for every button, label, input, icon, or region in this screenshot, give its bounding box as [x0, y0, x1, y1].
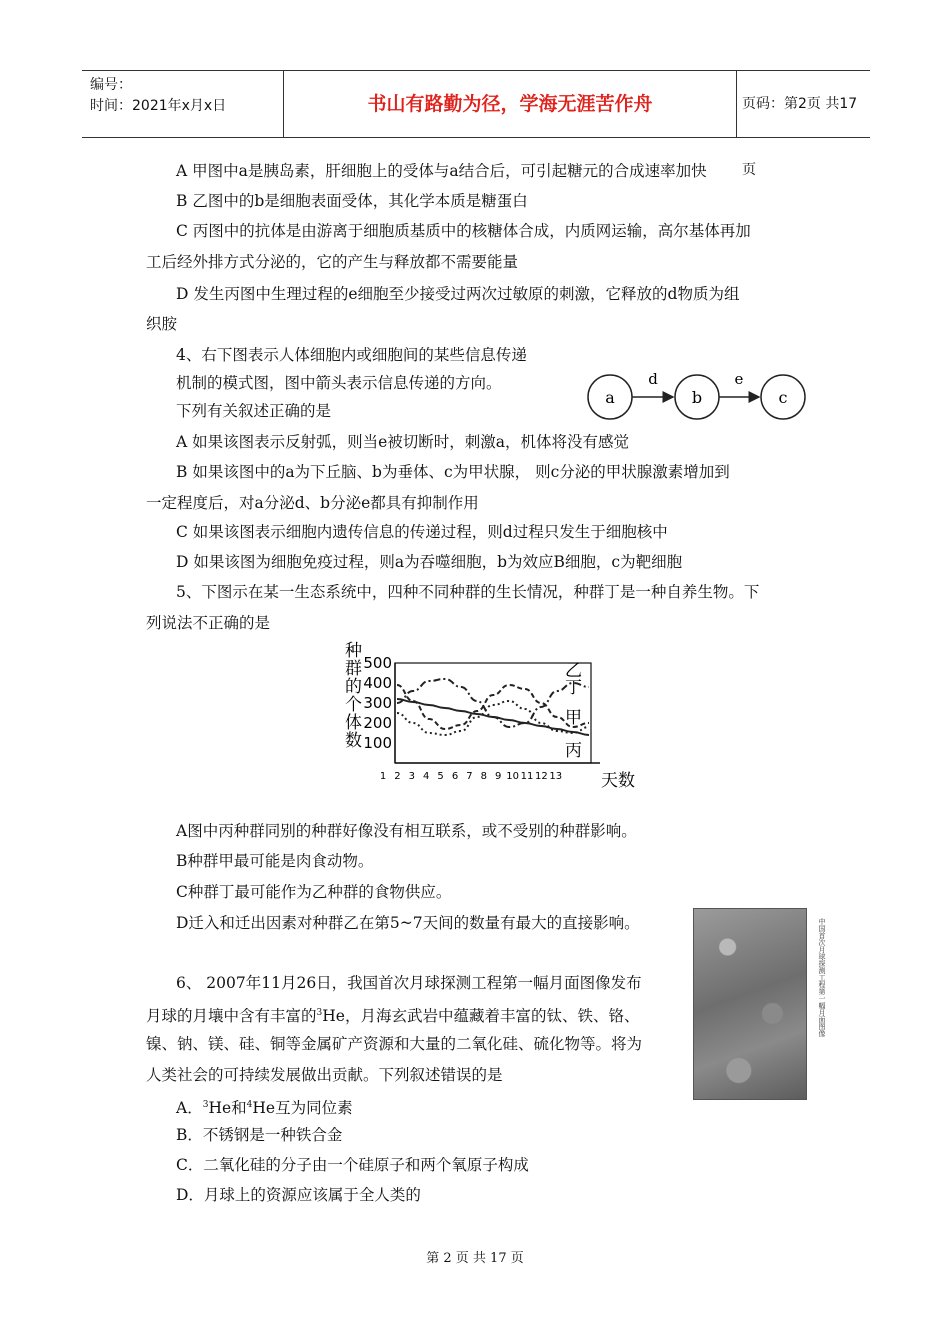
node-c-label: c	[778, 388, 788, 407]
number-label: 编号：	[90, 77, 132, 93]
node-b-label: b	[691, 388, 703, 407]
q4-option-d: D 如果该图为细胞免疫过程，则a为吞噬细胞，b为效应B细胞，c为靶细胞	[176, 553, 683, 571]
signal-diagram	[585, 360, 810, 435]
q4-option-c: C 如果该图表示细胞内遗传信息的传递过程，则d过程只发生于细胞核中	[176, 523, 668, 541]
y-axis-title-char: 的	[345, 677, 362, 697]
y-tick-label: 200	[363, 714, 392, 732]
moon-image-caption: 中国首次月球探测工程第一幅月面图像	[818, 918, 826, 1037]
y-axis-title-char: 群	[345, 659, 362, 679]
y-ticks	[363, 654, 392, 752]
series-line-丁	[397, 679, 589, 727]
x-tick-label: 6	[451, 771, 459, 782]
page-info: 页码：第2页 共17页	[742, 96, 858, 178]
q4-option-a: A 如果该图表示反射弧，则当e被切断时，刺激a，机体将没有感觉	[176, 433, 630, 451]
series-label: 丁	[565, 678, 582, 698]
q6-option-a-post: He互为同位素	[252, 1099, 353, 1118]
q6-option-a-mid: He和	[208, 1099, 247, 1118]
x-ticks	[380, 771, 562, 782]
motto: 书山有路勤为径，学海无涯苦作舟	[283, 71, 737, 137]
q4-option-b-line2: 一定程度后，对a分泌d、b分泌e都具有抑制作用	[146, 494, 479, 512]
plot-frame	[395, 663, 591, 763]
y-axis-title-char: 数	[345, 731, 362, 751]
q6-option-c: C．二氧化硅的分子由一个硅原子和两个氧原子构成	[176, 1156, 529, 1174]
q5-option-b: B种群甲最可能是肉食动物。	[176, 852, 374, 870]
y-axis-title-char: 体	[345, 713, 362, 733]
q6-option-b: B．不锈钢是一种铁合金	[176, 1126, 343, 1144]
x-tick-label: 9	[495, 771, 502, 782]
x-tick-label: 5	[437, 771, 444, 782]
x-tick-label: 10	[506, 771, 519, 782]
q3-option-d-line1: D 发生丙图中生理过程的e细胞至少接受过两次过敏原的刺激，它释放的d物质为组	[176, 285, 740, 303]
header-left	[90, 75, 280, 117]
arrow-d-label: d	[648, 370, 658, 388]
y-tick-label: 400	[363, 674, 392, 692]
node-a-label: a	[605, 388, 615, 407]
y-tick-label: 300	[363, 694, 392, 712]
q4-stem-line1: 4、右下图表示人体细胞内或细胞间的某些信息传递	[176, 346, 527, 364]
series-group	[397, 679, 589, 735]
q3-option-c-line1: C 丙图中的抗体是由游离于细胞质基质中的核糖体合成，内质网运输，高尔基体再加	[176, 222, 751, 240]
y-axis-title-char: 种	[345, 641, 362, 661]
y-tick-label: 500	[363, 654, 392, 672]
series-labels	[565, 661, 582, 761]
q6-stem-line2-pre: 月球的月壤中含有丰富的	[146, 1007, 317, 1026]
q5-option-c: C种群丁最可能作为乙种群的食物供应。	[176, 883, 452, 901]
q6-stem-line3: 镍、钠、镁、硅、铜等金属矿产资源和大量的二氧化硅、硫化物等。将为	[146, 1035, 643, 1053]
q6-option-a	[176, 1094, 353, 1119]
x-tick-label: 3	[408, 771, 415, 782]
q5-stem-line2: 列说法不正确的是	[146, 614, 271, 632]
q6-option-a-sup1: 3	[202, 1100, 209, 1110]
q4-stem-line2: 机制的模式图，图中箭头表示信息传递的方向。	[176, 374, 502, 392]
q4-option-b-line1: B 如果该图中的a为下丘脑、b为垂体、c为甲状腺， 则c分泌的甲状腺激素增加到	[176, 463, 730, 481]
moon-surface-image	[693, 908, 807, 1100]
q6-mass-number: 3	[316, 1008, 323, 1018]
x-tick-label: 8	[480, 771, 487, 782]
y-axis-title-char: 个	[345, 695, 362, 715]
x-axis-title: 天数	[601, 771, 635, 791]
q3-option-b: B 乙图中的b是细胞表面受体，其化学本质是糖蛋白	[176, 192, 528, 210]
q3-option-c-line2: 工后经外排方式分泌的，它的产生与释放都不需要能量	[146, 253, 519, 271]
x-tick-label: 1	[379, 771, 387, 782]
x-tick-label: 4	[423, 771, 430, 782]
x-tick-label: 11	[520, 771, 534, 782]
q3-option-a: A 甲图中a是胰岛素，肝细胞上的受体与a结合后，可引起糖元的合成速率加快	[176, 162, 707, 180]
q4-stem-line3: 下列有关叙述正确的是	[176, 402, 332, 420]
x-tick-label: 13	[549, 771, 563, 782]
q6-option-a-sup2: 4	[246, 1100, 253, 1110]
y-tick-label: 100	[363, 734, 392, 752]
series-label: 乙	[565, 661, 582, 681]
series-line-乙	[397, 685, 589, 729]
q3-option-d-line2: 织胺	[146, 315, 178, 333]
x-tick-label: 12	[535, 771, 548, 782]
arrow-e-label: e	[734, 370, 744, 388]
series-label: 丙	[565, 741, 582, 761]
q5-option-a: A图中丙种群同别的种群好像没有相互联系，或不受别的种群影响。	[176, 822, 637, 840]
population-chart	[335, 638, 645, 798]
q6-option-a-pre: A．	[176, 1099, 203, 1118]
q5-option-d: D迁入和迁出因素对种群乙在第5~7天间的数量有最大的直接影响。	[176, 914, 640, 932]
q5-stem-line1: 5、下图示在某一生态系统中，四种不同种群的生长情况，种群丁是一种自养生物。下	[176, 583, 760, 601]
q6-stem-line1: 6、 2007年11月26日，我国首次月球探测工程第一幅月面图像发布	[176, 974, 642, 992]
date-label: 时间：2021年x月x日	[90, 98, 227, 114]
x-tick-label: 7	[466, 771, 473, 782]
q6-stem-line2-post: He，月海玄武岩中蕴藏着丰富的钛、铁、铬、	[322, 1007, 640, 1026]
q6-stem-line4: 人类社会的可持续发展做出贡献。下列叙述错误的是	[146, 1066, 503, 1084]
y-axis-title	[345, 641, 362, 751]
q6-option-d: D．月球上的资源应该属于全人类的	[176, 1186, 421, 1204]
series-label: 甲	[565, 708, 582, 728]
q6-stem-line2	[146, 1002, 639, 1027]
page-footer: 第 2 页 共 17 页	[426, 1251, 524, 1266]
x-tick-label: 2	[394, 771, 401, 782]
